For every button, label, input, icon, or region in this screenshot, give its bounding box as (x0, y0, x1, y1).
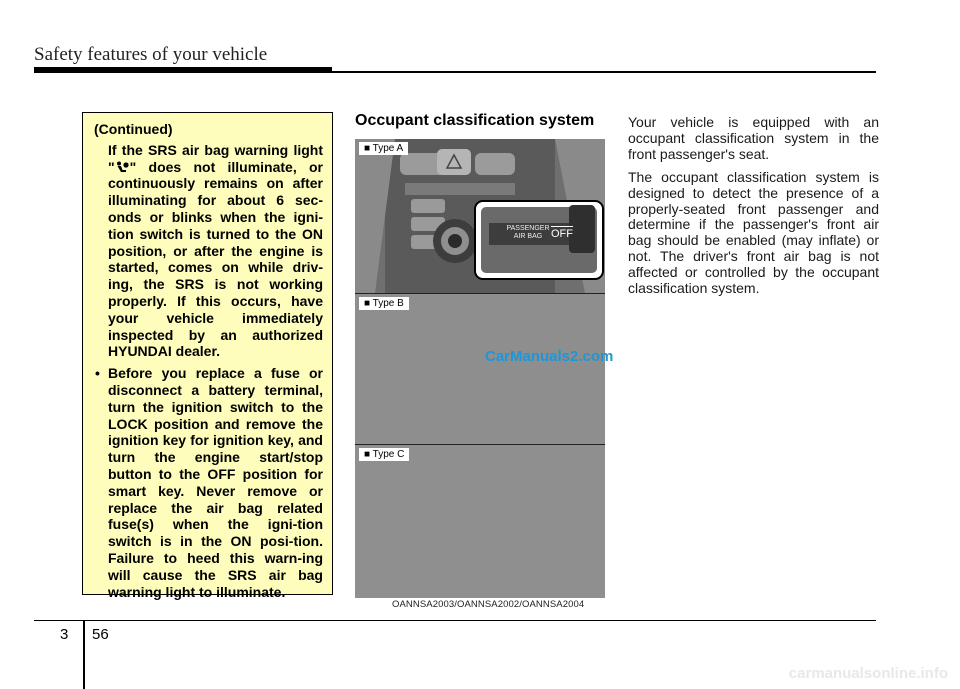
warning-bullet: • Before you replace a fuse or disconnect a battery terminal, turn the ignition switch to the LOCK position and remove the ignition key for ignition key, and turn the engine start/stop button to the OFF position for smart key. Never remove or replace the air bag related fuse(s) when the igni-tion switch is in the ON posi-tion. Failure to heed this warn-ing will cause the SRS air bag warning light to illuminate. (92, 365, 323, 600)
indicator-off-status: OFF (551, 228, 573, 240)
warning-text-part2: " does not illuminate, or continuously remains on after illuminating for about 6 sec-onds or blinks when the igni-tion switch is turned to the ON position, or after the engine is started, comes on while driv-ing, the SRS is not working properly. If this occurs, have your vehicle immediately inspected by an authorized HYUNDAI dealer. (108, 158, 323, 360)
airbag-warning-icon (116, 161, 129, 174)
figure-type-c (355, 444, 605, 598)
body-paragraph-2: The occupant classification system is designed to detect the presence of a properly-seated front passenger and determine if the passenger's front air bag should be enabled (may inflate) or not. The driver's front air bag is not affected or controlled by the occupant classification system. (628, 168, 879, 297)
warning-text-part1: If the SRS air bag warning light " (108, 141, 323, 175)
figure-caption: OANNSA2003/OANNSA2002/OANNSA2004 (392, 599, 585, 610)
figure-type-b (355, 293, 605, 445)
continued-label: (Continued) (94, 121, 173, 137)
indicator-line1: PASSENGER (506, 225, 550, 232)
indicator-line2: AIR BAG (513, 233, 543, 240)
warning-box (82, 112, 333, 600)
body-paragraph-1: Your vehicle is equipped with an occupant classification system in the front passenger's seat. (628, 114, 879, 162)
footer-rule (34, 620, 876, 621)
warning-list (92, 365, 323, 600)
figure-label-type-a: ■ Type A (359, 142, 408, 155)
header-rule (34, 71, 876, 73)
passenger-airbag-indicator (503, 225, 553, 241)
warning-paragraph (92, 142, 323, 360)
running-header: Safety features of your vehicle (34, 44, 268, 65)
figure-label-type-c: ■ Type C (359, 448, 409, 461)
footer-divider (83, 620, 85, 689)
chapter-number: 3 (60, 626, 69, 643)
figure-panel (355, 139, 605, 597)
page-number: 56 (92, 626, 109, 643)
watermark-text: CarManuals2.com (485, 348, 614, 365)
site-watermark: carmanualsonline.info (788, 665, 948, 682)
body-text (628, 115, 879, 304)
section-heading: Occupant classification system (355, 112, 595, 129)
figure-type-a (355, 139, 605, 293)
dashboard-illustration (355, 139, 605, 293)
figure-label-type-b: ■ Type B (359, 297, 409, 310)
